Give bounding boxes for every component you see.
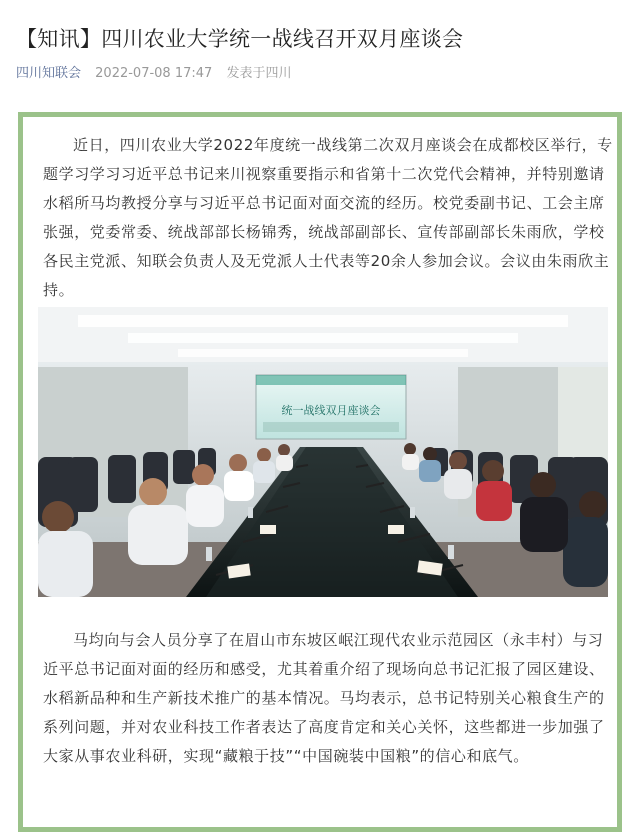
article-meta — [16, 64, 291, 84]
content-frame — [18, 112, 622, 832]
paragraph-sharing: 马均向与会人员分享了在眉山市东坡区岷江现代农业示范园区（永丰村）与习近平总书记面对面的经历和感受，尤其着重介绍了现场向总书记汇报了园区建设、水稻新品种和生产新技术推广的基本情况。马均表示，总书记特别关心粮食生产的系列问题，并对农业科技工作者表达了高度肯定和关心关怀，这些都进一步加强了大家从事农业科研，实现“藏粮于技”“中国碗装中国粮”的信心和底气。 — [43, 631, 605, 765]
paragraph-intro: 近日，四川农业大学2022年度统一战线第二次双月座谈会在成都校区举行，专题学习学习习近平总书记来川视察重要指示和省第十二次党代会精神，并特别邀请水稻所马均教授分享与习近平总书记面对面交流的经历。校党委副书记、工会主席张强，党委常委、统战部部长杨锦秀，统战部副部长、宣传部副部长朱雨欣，学校各民主党派、知联会负责人及无党派人士代表等20余人参加会议。会议由朱雨欣主持。 — [43, 136, 613, 299]
screen-banner-text: 统一战线双月座谈会 — [281, 404, 381, 417]
publish-date: 2022-07-08 17:47 — [95, 66, 213, 81]
account-name-link[interactable]: 四川知联会 — [16, 66, 82, 81]
publish-location: 发表于四川 — [226, 66, 292, 81]
article-title: 【知讯】四川农业大学统一战线召开双月座谈会 — [16, 27, 464, 51]
meeting-photo[interactable] — [38, 307, 608, 597]
